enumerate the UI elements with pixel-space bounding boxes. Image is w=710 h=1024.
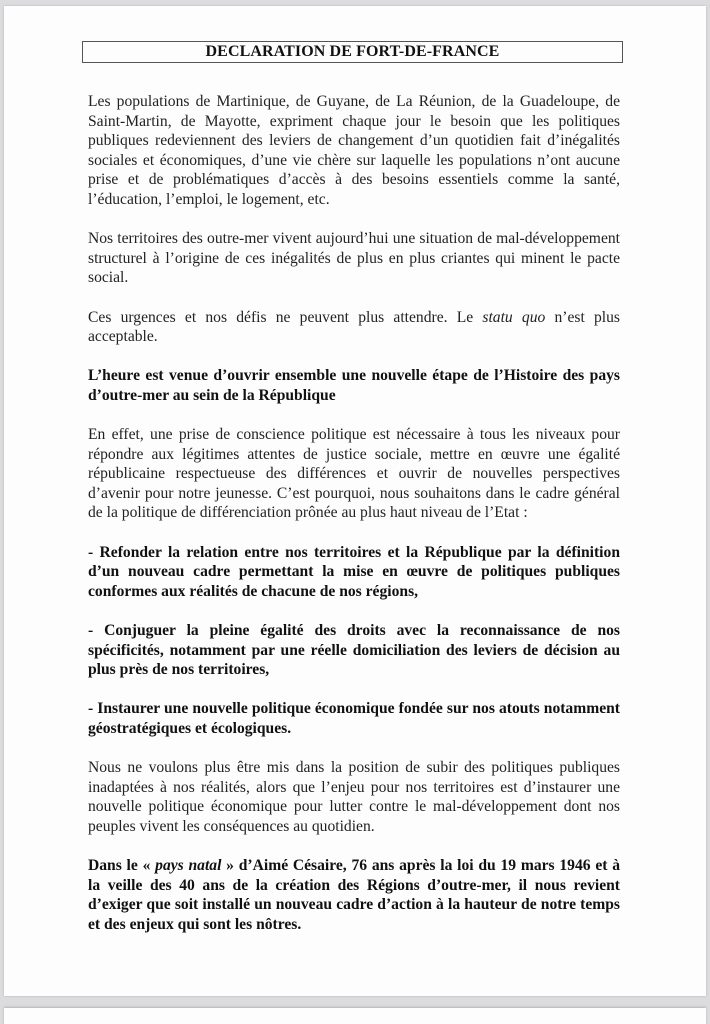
paragraph-urgences-before: Ces urgences et nos défis ne peuvent plus attendre. Le: [88, 308, 483, 326]
paragraph-territoires: Nos territoires des outre-mer vivent aujourd’hui une situation de mal-développement structurel à l’origine de ces inégalités de plus en plus criantes qui minent le pacte social.: [88, 230, 620, 287]
paragraph-urgences: [88, 308, 620, 347]
document-page: [4, 6, 706, 996]
list-item-instaurer: - Instaurer une nouvelle politique économique fondée sur nos atouts notamment géostratégiques et écologiques.: [88, 700, 620, 737]
paragraph-intro: Les populations de Martinique, de Guyane, de La Réunion, de la Guadeloupe, de Saint-Martin, de Mayotte, expriment chaque jour le besoin que les politiques publiques redeviennent des leviers de changement d’un quotidien fait d’inégalités sociales et économiques, d’une vie chère sur laquelle les populations n’ont aucune prise et de problématiques d’accès à des besoins essentiels comme la santé, l’éducation, l’emploi, le logement, etc.: [88, 93, 620, 208]
next-page-preview: [4, 1008, 706, 1024]
pays-natal-italic: pays natal: [155, 857, 222, 875]
document-body: [88, 92, 620, 954]
paragraph-conclusion: [88, 856, 620, 934]
list-item-conjuguer: - Conjuguer la pleine égalité des droits avec la reconnaissance de nos spécificités, notamment par une réelle domiciliation des leviers de décision au plus près de nos territoires,: [88, 622, 620, 679]
paragraph-en-effet: En effet, une prise de conscience politique est nécessaire à tous les niveaux pour répondre aux légitimes attentes de justice sociale, mettre en œuvre une égalité républicaine respectueuse des différences et ouvrir de nouvelles perspectives d’avenir pour notre jeunesse. C’est pourquoi, nous souhaitons dans le cadre général de la politique de différenciation prônée au plus haut niveau de l’Etat :: [88, 426, 620, 522]
heading-heure-est-venue: L’heure est venue d’ouvrir ensemble une nouvelle étape de l’Histoire des pays d’outre-mer au sein de la République: [88, 367, 620, 404]
paragraph-urgences-after: n’est plus acceptable.: [88, 308, 620, 346]
paragraph-conclusion-after: » d’Aimé Césaire, 76 ans après la loi du 19 mars 1946 et à la veille des 40 ans de la création des Régions d’outre-mer, il nous revient d’exiger que soit installé un nouveau cadre d’action à la hauteur de notre temps et des enjeux qui sont les nôtres.: [88, 857, 620, 933]
document-title: DECLARATION DE FORT-DE-FRANCE: [82, 41, 623, 63]
list-item-refonder: - Refonder la relation entre nos territoires et la République par la définition d’un nouveau cadre permettant la mise en œuvre de politiques publiques conformes aux réalités de chacune de nos régions,: [88, 543, 620, 600]
paragraph-nous-ne-voulons: Nous ne voulons plus être mis dans la position de subir des politiques publiques inadaptées à nos réalités, alors que l’enjeu pour nos territoires est d’instaurer une nouvelle politique économique pour lutter contre le mal-développement dont nos peuples vivent les conséquences au quotidien.: [88, 759, 620, 835]
statu-quo-italic: statu quo: [482, 308, 546, 326]
paragraph-conclusion-before: Dans le «: [88, 857, 156, 875]
